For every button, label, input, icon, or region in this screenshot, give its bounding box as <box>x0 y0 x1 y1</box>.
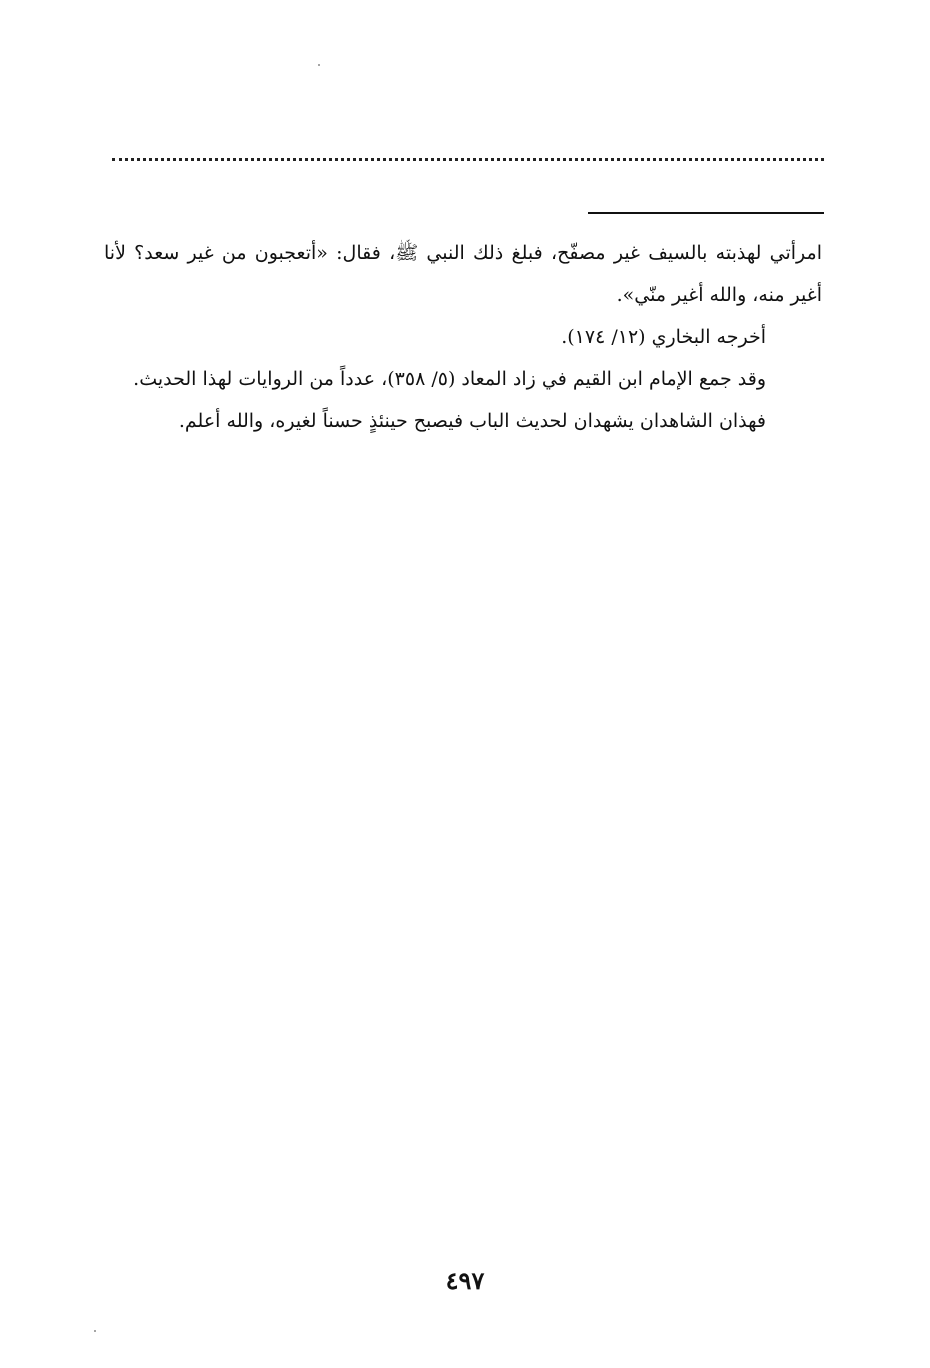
paragraph-continuation: امرأتي لهذبته بالسيف غير مصفّح، فبلغ ذلك النبي ﷺ، فقال: «أتعجبون من غير سعد؟ لأنا أغير منه، والله أغير منّي». <box>104 242 822 306</box>
paragraph-ibn-qayyim: وقد جمع الإمام ابن القيم في زاد المعاد (٥/ ٣٥٨)، عدداً من الروايات لهذا الحديث. <box>133 368 766 390</box>
footnote-separator <box>588 212 824 214</box>
page-number: ٤٩٧ <box>445 1266 485 1295</box>
scan-speck <box>318 64 320 66</box>
paragraph-conclusion: فهذان الشاهدان يشهدان لحديث الباب فيصبح حينئذٍ حسناً لغيره، والله أعلم. <box>178 410 766 432</box>
footnote-text-block <box>104 232 822 442</box>
paragraph-bukhari-reference: أخرجه البخاري (١٢/ ١٧٤). <box>561 326 766 348</box>
dotted-separator <box>112 158 824 161</box>
scan-speck <box>94 1330 96 1332</box>
